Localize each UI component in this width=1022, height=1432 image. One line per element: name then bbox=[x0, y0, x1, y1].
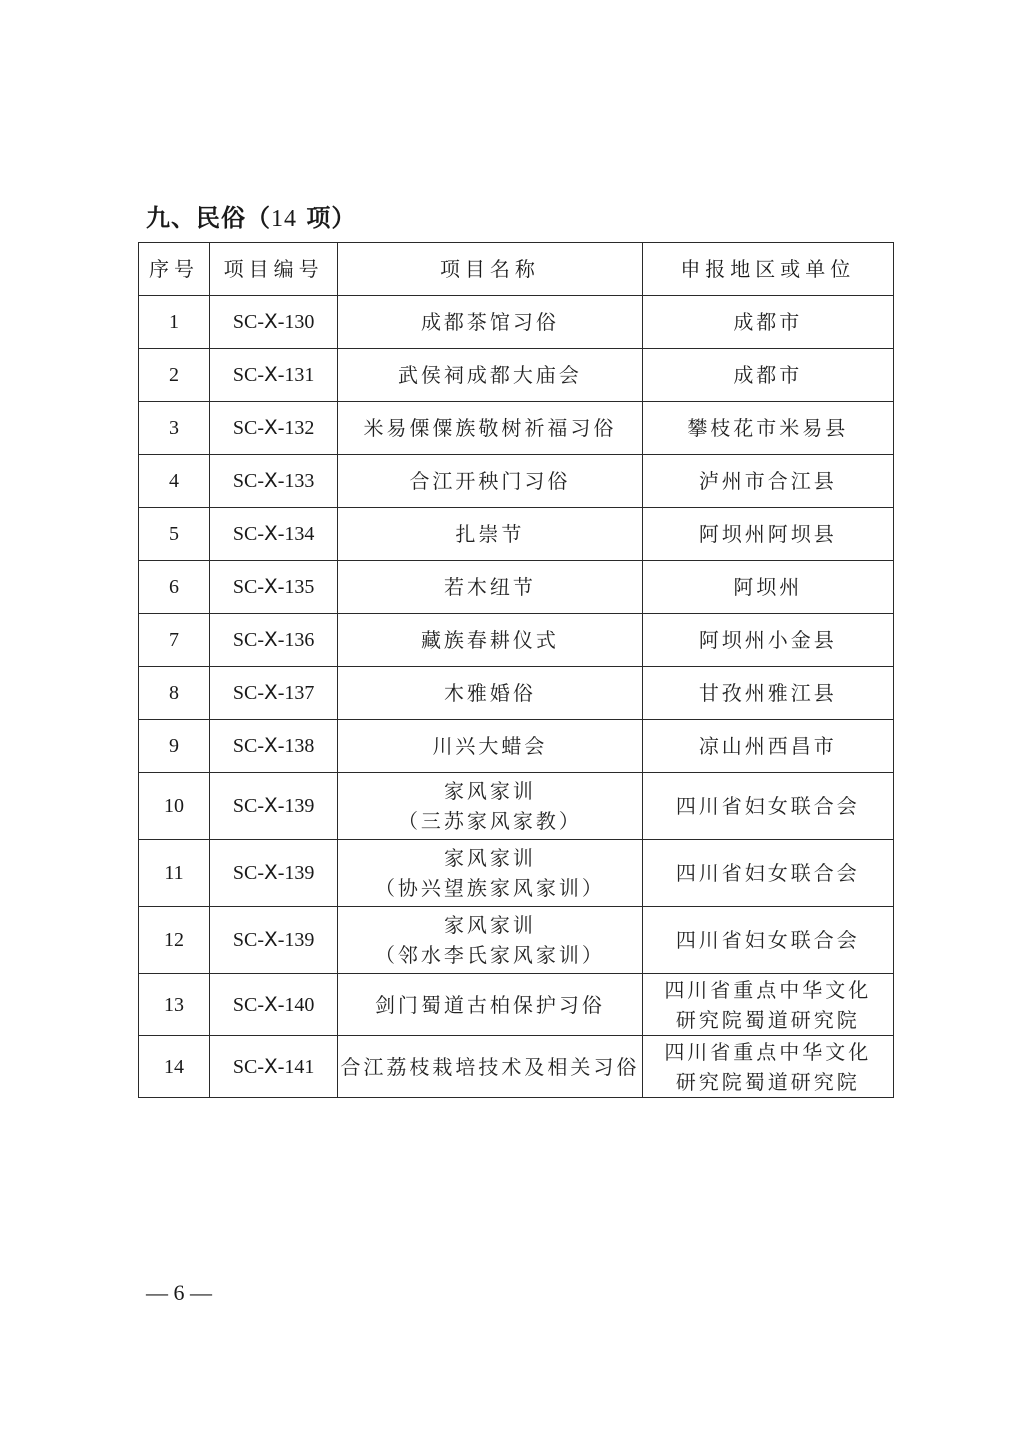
row-code: SC-Ⅹ-139 bbox=[210, 907, 338, 974]
row-unit bbox=[642, 840, 893, 907]
row-unit-line: 研究院蜀道研究院 bbox=[675, 1007, 860, 1032]
row-name-line: 合江荔枝栽培技术及相关习俗 bbox=[340, 1054, 640, 1079]
table-row bbox=[139, 974, 894, 1036]
row-name-line: 合江开秧门习俗 bbox=[409, 469, 571, 493]
row-name-line: 扎崇节 bbox=[455, 522, 525, 546]
row-name-line: 若木纽节 bbox=[443, 575, 536, 599]
row-code: SC-Ⅹ-134 bbox=[210, 508, 338, 561]
table-row bbox=[139, 667, 894, 720]
table-row bbox=[139, 720, 894, 773]
row-name-subtitle: （协兴望族家风家训） bbox=[374, 876, 605, 900]
table-row bbox=[139, 508, 894, 561]
row-code: SC-Ⅹ-136 bbox=[210, 614, 338, 667]
row-unit-line: 四川省妇女联合会 bbox=[675, 861, 860, 885]
row-name bbox=[338, 773, 642, 840]
row-name bbox=[338, 840, 642, 907]
section-title-suffix: 项） bbox=[297, 203, 357, 232]
row-unit bbox=[642, 561, 893, 614]
row-name-line: 家风家训 bbox=[443, 846, 536, 870]
row-name-line: 剑门蜀道古柏保护习俗 bbox=[374, 992, 605, 1017]
row-name bbox=[338, 614, 642, 667]
row-code: SC-Ⅹ-139 bbox=[210, 840, 338, 907]
table-row bbox=[139, 614, 894, 667]
folk-custom-projects-table bbox=[138, 242, 894, 1098]
row-name bbox=[338, 402, 642, 455]
row-unit bbox=[642, 720, 893, 773]
row-unit-line: 攀枝花市米易县 bbox=[687, 416, 849, 440]
row-code: SC-Ⅹ-137 bbox=[210, 667, 338, 720]
row-unit bbox=[642, 1036, 893, 1098]
row-unit-line: 研究院蜀道研究院 bbox=[675, 1069, 860, 1094]
row-unit bbox=[642, 907, 893, 974]
row-unit-line: 四川省重点中华文化 bbox=[664, 977, 872, 1002]
row-unit bbox=[642, 349, 893, 402]
row-seq: 8 bbox=[139, 667, 210, 720]
row-seq: 3 bbox=[139, 402, 210, 455]
header-project-code: 项目编号 bbox=[210, 243, 338, 296]
row-unit-line: 成都市 bbox=[733, 363, 803, 387]
table-row bbox=[139, 349, 894, 402]
table-row bbox=[139, 907, 894, 974]
section-title-prefix: 九、民俗（ bbox=[146, 203, 271, 232]
row-unit-line: 阿坝州小金县 bbox=[698, 628, 837, 652]
row-unit-line: 阿坝州阿坝县 bbox=[698, 522, 837, 546]
page-number: — 6 — bbox=[146, 1280, 212, 1305]
row-seq: 13 bbox=[139, 974, 210, 1036]
row-seq: 1 bbox=[139, 296, 210, 349]
row-code: SC-Ⅹ-139 bbox=[210, 773, 338, 840]
section-title bbox=[146, 198, 356, 233]
row-unit-line: 凉山州西昌市 bbox=[698, 734, 837, 758]
header-seq: 序号 bbox=[139, 243, 210, 296]
row-unit bbox=[642, 296, 893, 349]
row-seq: 6 bbox=[139, 561, 210, 614]
row-name bbox=[338, 455, 642, 508]
row-name bbox=[338, 720, 642, 773]
row-name bbox=[338, 349, 642, 402]
row-code: SC-Ⅹ-131 bbox=[210, 349, 338, 402]
row-code: SC-Ⅹ-133 bbox=[210, 455, 338, 508]
row-seq: 14 bbox=[139, 1036, 210, 1098]
row-seq: 9 bbox=[139, 720, 210, 773]
row-code: SC-Ⅹ-140 bbox=[210, 974, 338, 1036]
row-unit-line: 四川省妇女联合会 bbox=[675, 928, 860, 952]
row-seq: 7 bbox=[139, 614, 210, 667]
row-name-line: 家风家训 bbox=[443, 913, 536, 937]
row-unit-line: 成都市 bbox=[733, 310, 803, 334]
row-unit bbox=[642, 773, 893, 840]
header-applicant-unit: 申报地区或单位 bbox=[642, 243, 893, 296]
row-code: SC-Ⅹ-141 bbox=[210, 1036, 338, 1098]
row-unit-line: 四川省重点中华文化 bbox=[664, 1039, 872, 1064]
row-name-line: 藏族春耕仪式 bbox=[420, 628, 559, 652]
row-name bbox=[338, 1036, 642, 1098]
row-name-line: 木雅婚俗 bbox=[443, 681, 536, 705]
table-row bbox=[139, 455, 894, 508]
row-name bbox=[338, 508, 642, 561]
row-name bbox=[338, 974, 642, 1036]
table-row bbox=[139, 773, 894, 840]
row-unit bbox=[642, 402, 893, 455]
row-name-line: 家风家训 bbox=[443, 779, 536, 803]
row-code: SC-Ⅹ-130 bbox=[210, 296, 338, 349]
row-name-subtitle: （邻水李氏家风家训） bbox=[374, 943, 605, 967]
row-seq: 12 bbox=[139, 907, 210, 974]
row-unit bbox=[642, 614, 893, 667]
row-name-line: 川兴大蜡会 bbox=[432, 734, 548, 758]
row-name bbox=[338, 296, 642, 349]
table-row bbox=[139, 561, 894, 614]
table-header-row bbox=[139, 243, 894, 296]
row-name-subtitle: （三苏家风家教） bbox=[397, 809, 582, 833]
row-seq: 10 bbox=[139, 773, 210, 840]
row-seq: 11 bbox=[139, 840, 210, 907]
row-name bbox=[338, 667, 642, 720]
row-name bbox=[338, 561, 642, 614]
row-unit bbox=[642, 508, 893, 561]
row-unit-line: 阿坝州 bbox=[733, 575, 803, 599]
row-name-line: 成都茶馆习俗 bbox=[420, 310, 559, 334]
row-seq: 2 bbox=[139, 349, 210, 402]
row-code: SC-Ⅹ-138 bbox=[210, 720, 338, 773]
row-unit bbox=[642, 455, 893, 508]
row-name-line: 武侯祠成都大庙会 bbox=[397, 363, 582, 387]
row-name bbox=[338, 907, 642, 974]
row-unit-line: 四川省妇女联合会 bbox=[675, 794, 860, 818]
table-row bbox=[139, 402, 894, 455]
row-name-line: 米易傈僳族敬树祈福习俗 bbox=[363, 416, 617, 440]
row-unit bbox=[642, 974, 893, 1036]
row-code: SC-Ⅹ-132 bbox=[210, 402, 338, 455]
row-unit-line: 泸州市合江县 bbox=[698, 469, 837, 493]
row-seq: 4 bbox=[139, 455, 210, 508]
table-row bbox=[139, 1036, 894, 1098]
section-item-count: 14 bbox=[271, 206, 297, 232]
table-row bbox=[139, 840, 894, 907]
row-code: SC-Ⅹ-135 bbox=[210, 561, 338, 614]
row-unit bbox=[642, 667, 893, 720]
row-unit-line: 甘孜州雅江县 bbox=[698, 681, 837, 705]
table-row bbox=[139, 296, 894, 349]
header-project-name: 项目名称 bbox=[338, 243, 642, 296]
row-seq: 5 bbox=[139, 508, 210, 561]
